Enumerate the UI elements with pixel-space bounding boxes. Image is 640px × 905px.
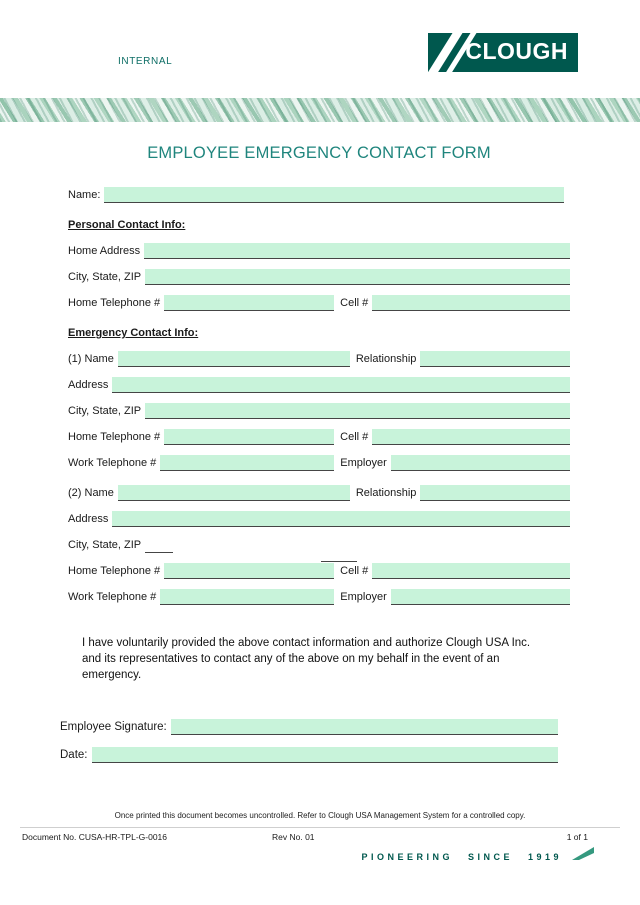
- work-telephone-label: Work Telephone #: [68, 457, 157, 469]
- city-state-zip-label: City, State, ZIP: [68, 405, 142, 417]
- ec2-work-phone-field[interactable]: [160, 589, 334, 605]
- page-number: 1 of 1: [566, 832, 588, 842]
- ec2-phone-row: [68, 561, 570, 579]
- revision-number: Rev No. 01: [272, 832, 315, 842]
- personal-home-phone-field[interactable]: [164, 295, 334, 311]
- footer-divider: [20, 827, 620, 828]
- employer-label: Employer: [340, 591, 387, 603]
- clough-logo: [428, 33, 578, 72]
- city-state-zip-label: City, State, ZIP: [68, 271, 142, 283]
- ec1-relationship-field[interactable]: [420, 351, 570, 367]
- employer-label: Employer: [340, 457, 387, 469]
- ec1-phone-row: [68, 427, 570, 445]
- ec1-address-row: [68, 375, 570, 393]
- home-address-field[interactable]: [144, 243, 570, 259]
- ec2-employer-field[interactable]: [391, 589, 570, 605]
- ec2-work-row: [68, 587, 570, 605]
- ec1-address-field[interactable]: [112, 377, 570, 393]
- logo-text: CLOUGH: [465, 38, 568, 64]
- cell-label: Cell #: [340, 297, 369, 309]
- ec2-relationship-field[interactable]: [420, 485, 570, 501]
- name-row: [68, 185, 570, 203]
- city-state-zip-label: City, State, ZIP: [68, 539, 142, 551]
- signature-field[interactable]: [171, 719, 558, 735]
- ec1-name-row: [68, 349, 570, 367]
- personal-city-row: [68, 267, 570, 285]
- cell-label: Cell #: [340, 431, 369, 443]
- relationship-label: Relationship: [355, 353, 417, 365]
- ec1-work-phone-field[interactable]: [160, 455, 334, 471]
- personal-section-heading: Personal Contact Info:: [68, 219, 186, 231]
- personal-city-field[interactable]: [145, 269, 570, 285]
- emergency-section-heading: Emergency Contact Info:: [68, 327, 199, 339]
- ec1-employer-field[interactable]: [391, 455, 570, 471]
- personal-phone-row: [68, 293, 570, 311]
- ec2-name-row: [68, 483, 570, 501]
- ec2-city-row: [68, 535, 570, 553]
- uncontrolled-note: Once printed this document becomes uncontrolled. Refer to Clough USA Management System for a controlled copy.: [114, 811, 526, 820]
- ec1-name-label: (1) Name: [68, 353, 114, 365]
- date-field[interactable]: [92, 747, 559, 763]
- relationship-label: Relationship: [355, 487, 417, 499]
- work-telephone-label: Work Telephone #: [68, 591, 157, 603]
- document-number: Document No. CUSA-HR-TPL-G-0016: [22, 832, 168, 842]
- ec2-name-label: (2) Name: [68, 487, 114, 499]
- home-telephone-label: Home Telephone #: [68, 565, 161, 577]
- signature-row: [60, 717, 570, 735]
- date-label: Date:: [60, 749, 88, 762]
- classification-label: INTERNAL: [118, 56, 173, 67]
- address-label: Address: [68, 513, 109, 525]
- stray-underline: [321, 546, 357, 562]
- signature-label: Employee Signature:: [60, 721, 167, 734]
- name-label: Name:: [68, 189, 101, 201]
- home-telephone-label: Home Telephone #: [68, 297, 161, 309]
- ec2-city-field[interactable]: [145, 537, 173, 553]
- personal-cell-field[interactable]: [372, 295, 570, 311]
- pioneering-tagline: PIONEERING SINCE 1919: [361, 852, 562, 862]
- ec2-address-row: [68, 509, 570, 527]
- ec1-name-field[interactable]: [118, 351, 350, 367]
- form-title: EMPLOYEE EMERGENCY CONTACT FORM: [147, 144, 491, 162]
- home-telephone-label: Home Telephone #: [68, 431, 161, 443]
- ec2-address-field[interactable]: [112, 511, 570, 527]
- ec1-city-row: [68, 401, 570, 419]
- ec2-home-phone-field[interactable]: [164, 563, 334, 579]
- ec1-work-row: [68, 453, 570, 471]
- decorative-band: [0, 98, 640, 122]
- authorization-statement: I have voluntarily provided the above contact information and authorize Clough USA Inc. and its representatives to contact any of the above on my behalf in the event of an emergency.: [82, 637, 531, 682]
- address-label: Address: [68, 379, 109, 391]
- cell-label: Cell #: [340, 565, 369, 577]
- flag-icon: [572, 847, 594, 860]
- ec2-cell-field[interactable]: [372, 563, 570, 579]
- ec2-name-field[interactable]: [118, 485, 350, 501]
- ec1-home-phone-field[interactable]: [164, 429, 334, 445]
- home-address-label: Home Address: [68, 245, 141, 257]
- form-body: [60, 140, 570, 771]
- ec1-city-field[interactable]: [145, 403, 570, 419]
- ec1-cell-field[interactable]: [372, 429, 570, 445]
- date-row: [60, 745, 570, 763]
- home-address-row: [68, 241, 570, 259]
- name-field[interactable]: [104, 187, 564, 203]
